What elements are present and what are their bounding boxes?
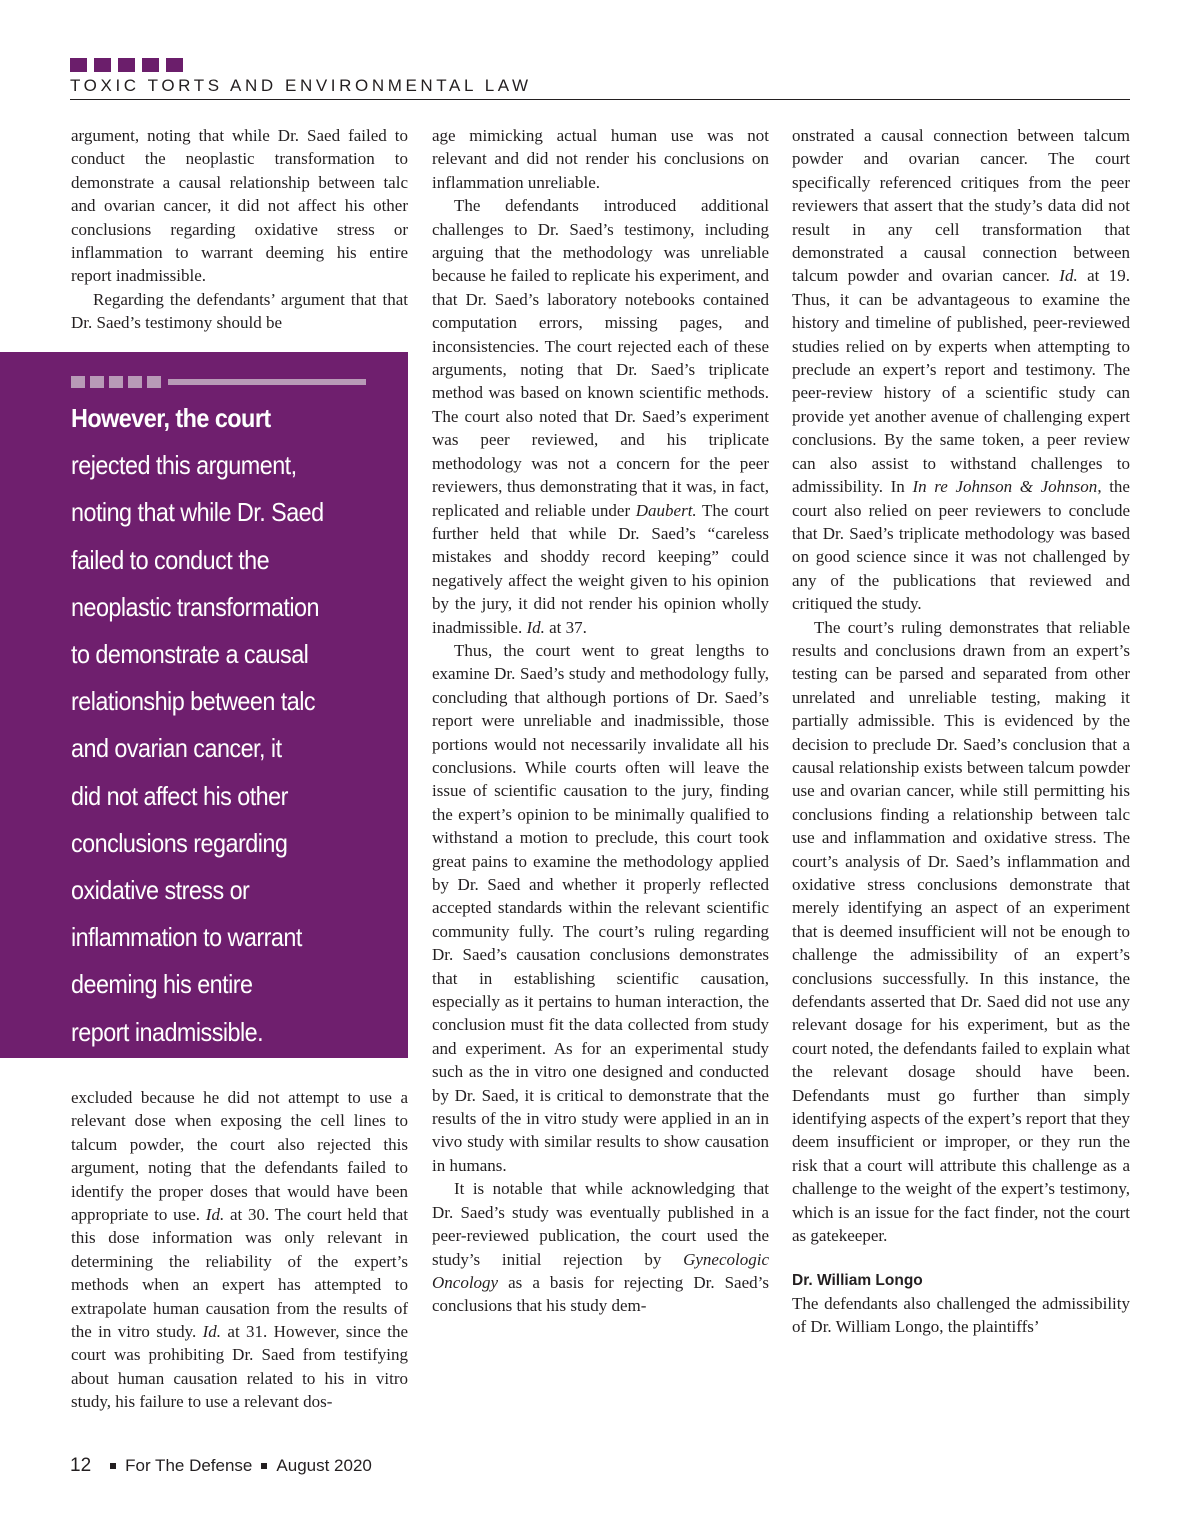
text-run: , the court also relied on peer reviewers to conclude that Dr. Saed’s triplicate methodology was based on good science since it was not challenged by any of the publications that reviewed and critiqued the study.	[792, 477, 1130, 614]
text-run: onstrated a causal connection between talcum powder and ovarian cancer. The court specifically referenced critiques from the peer reviewers that assert that the study’s data did not result in any cell transformation that demonstrated a causal connection between talcum powder and ovarian cancer.	[792, 126, 1130, 286]
paragraph: argument, noting that while Dr. Saed failed to conduct the neoplastic transformation to demonstrate a causal relationship between talc and ovarian cancer, it did not affect his other conclusions regarding oxidative stress or inflammation to warrant deeming his entire report inadmissible.	[71, 126, 408, 286]
decoration-square	[118, 58, 135, 72]
pull-quote-text	[71, 395, 391, 1056]
paragraph: Thus, the court went to great lengths to examine Dr. Saed’s study and methodology fully, concluding that although portions of Dr. Saed’s report were unreliable and inadmissible, those portions would not necessarily invalidate all his conclusions. While courts often will leave the issue of scientific causation to the jury, finding the expert’s opinion to be minimally qualified to withstand a motion to preclude, this court took great pains to examine the methodology applied by Dr. Saed and whether it properly reflected accepted standards within the relevant scientific community fully. The court’s ruling regarding Dr. Saed’s causation conclusions demonstrates that in establishing scientific causation, especially as it pertains to human interaction, the conclusion must fit the data collected from study and experiment. As for an experimental study such as the in vitro one designed and conducted by Dr. Saed, it is critical to demonstrate that the results of the in vitro study were applied in an in vivo study with similar results to show causation in humans.	[432, 640, 769, 1175]
paragraph	[792, 124, 1130, 616]
decoration-square	[90, 376, 104, 388]
text-run: at 37.	[544, 617, 587, 637]
citation: Id.	[202, 1322, 222, 1342]
header-rule	[70, 99, 1130, 100]
column-1-bottom	[71, 1086, 408, 1414]
column-3	[792, 124, 1130, 1338]
paragraph	[432, 1177, 769, 1317]
case-name: Daubert.	[635, 500, 697, 520]
decoration-square	[94, 58, 111, 72]
subheading: Dr. William Longo	[792, 1271, 923, 1289]
publication-name: For The Defense	[125, 1456, 253, 1475]
paragraph: Regarding the defendants’ argument that that Dr. Saed’s testimony should be	[71, 289, 408, 333]
decoration-square	[70, 58, 87, 72]
decoration-square	[71, 376, 85, 388]
text-run: excluded because he did not attempt to use a relevant dose when exposing the cell lines to talcum powder, the court also rejected this argument, noting that the defendants failed to identify the proper doses that would have been appropriate to use.	[71, 1088, 408, 1225]
page-number: 12	[70, 1455, 92, 1476]
pull-quote-line: failed to conduct the	[71, 544, 270, 575]
pull-quote-lead: However, the court	[71, 403, 271, 433]
decoration-square	[166, 58, 183, 72]
pull-quote-line: conclusions regarding	[71, 827, 288, 858]
pull-quote-line: noting that while Dr. Saed	[71, 497, 324, 528]
issue-date: August 2020	[276, 1456, 372, 1475]
text-run: at 31. However, since the court was prohibiting Dr. Saed from testifying about human causation related to his in vitro study, his failure to use a relevant dos-	[71, 1322, 408, 1412]
paragraph: The defendants also challenged the admissibility of Dr. William Longo, the plaintiffs’	[792, 1293, 1130, 1336]
citation: Id.	[526, 617, 545, 637]
text-run: It is notable that while acknowledging that Dr. Saed’s study was eventually published in a peer-reviewed publication, the court used the study’s initial rejection by	[432, 1179, 769, 1269]
paragraph	[432, 194, 769, 639]
paragraph: age mimicking actual human use was not relevant and did not render his conclusions on inflammation unreliable.	[432, 126, 769, 192]
decoration-square	[109, 376, 123, 388]
paragraph	[71, 1086, 408, 1414]
journal-name: Gynecologic Oncology	[432, 1249, 769, 1292]
pull-quote-line: neoplastic transformation	[71, 591, 319, 622]
page-footer	[70, 1455, 372, 1477]
citation: Id.	[205, 1205, 225, 1225]
pull-quote-line: report inadmissible.	[71, 1016, 264, 1047]
text-run: The court further held that while Dr. Saed’s “careless mistakes and shoddy record keeping” could negatively affect the weight given to his opinion by the jury, it did not render his opinion wholly inadmissible.	[432, 500, 770, 637]
pull-quote-line: to demonstrate a causal	[71, 639, 309, 670]
pull-quote-line: rejected this argument,	[71, 450, 297, 481]
bullet-separator	[261, 1463, 267, 1469]
decoration-square	[147, 376, 161, 388]
pull-quote-line: relationship between talc	[71, 686, 316, 717]
section-title: TOXIC TORTS AND ENVIRONMENTAL LAW	[70, 76, 532, 95]
decoration-square	[142, 58, 159, 72]
pull-quote-line: inflammation to warrant	[71, 922, 302, 953]
text-run: as a basis for rejecting Dr. Saed’s conclusions that his study dem-	[432, 1272, 769, 1316]
text-run: The defendants introduced additional challenges to Dr. Saed’s testimony, including arguing that the methodology was unreliable because he failed to replicate his experiment, and that Dr. Saed’s laboratory notebooks contained computation errors, missing pages, and inconsistencies. The court rejected each of these arguments, noting that Dr. Saed’s triplicate method was based on known scientific methods. The court also noted that Dr. Saed’s experiment was peer reviewed, and his triplicate methodology was not a concern for the peer reviewers, thus demonstrating that it was, in fact, replicated and reliable under	[432, 196, 769, 520]
column-1-top	[71, 124, 408, 335]
text-run: at 30. The court held that this dose information was only relevant in determining the reliability of the expert’s methods when an expert has attempted to extrapolate human causation from the results of the in vitro study.	[71, 1205, 408, 1342]
column-2	[432, 124, 769, 1318]
decoration-square	[128, 376, 142, 388]
case-name: In re Johnson & Johnson	[912, 477, 1098, 497]
decoration-bar	[168, 379, 366, 385]
pull-quote-line: did not affect his other	[71, 780, 288, 811]
text-run: at 19. Thus, it can be advantageous to examine the history and timeline of published, peer-reviewed studies relied on by experts when attempting to preclude an expert’s report and testimony. The peer-review history of a scientific study can provide yet another avenue of challenging expert conclusions. By the same token, a peer review can also assist to withstand challenges to admissibility. In	[792, 266, 1130, 497]
header-decoration-squares	[70, 58, 1130, 72]
pull-quote-line: and ovarian cancer, it	[71, 733, 282, 764]
pull-quote	[0, 352, 408, 1058]
running-header	[70, 58, 1130, 100]
pull-quote-line: deeming his entire	[71, 969, 253, 1000]
pull-quote-line: oxidative stress or	[71, 875, 250, 906]
citation: Id.	[1059, 266, 1078, 286]
pull-quote-decoration	[71, 376, 366, 388]
paragraph: The court’s ruling demonstrates that reliable results and conclusions drawn from an expert’s testing can be parsed and separated from other unrelated and unreliable testing, making it partially admissible. This is evidenced by the decision to preclude Dr. Saed’s conclusion that a causal relationship exists between talcum powder use and ovarian cancer, while still permitting his conclusions finding a relationship between talc use and inflammation and oxidative stress. The court’s analysis of Dr. Saed’s inflammation and oxidative stress conclusions demonstrate that merely identifying an aspect of an experiment that is deemed insufficient will not be enough to challenge the admissibility of an expert’s conclusions successfully. In this instance, the defendants asserted that Dr. Saed did not use any relevant dosage for his experiment, but as the court noted, the defendants failed to explain what the relevant dosage should have been. Defendants must go further than simply identifying aspects of the expert’s report that they deem insufficient or improper, or they run the risk that a court will attribute this challenge as a challenge to the weight of the expert’s testimony, which is an issue for the fact finder, not the court as gatekeeper.	[792, 617, 1130, 1246]
bullet-separator	[110, 1463, 116, 1469]
